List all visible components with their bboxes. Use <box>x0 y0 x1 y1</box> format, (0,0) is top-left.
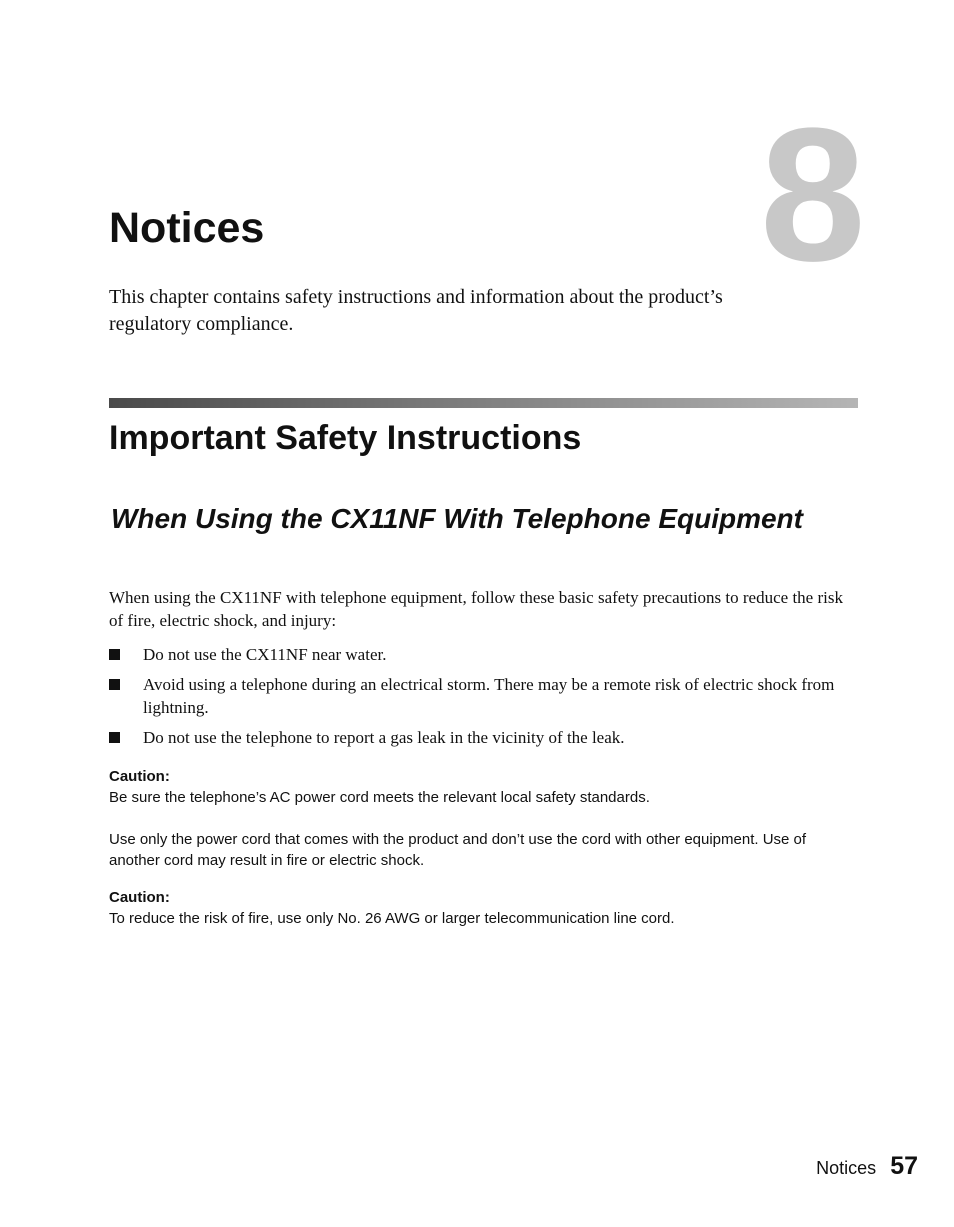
footer-section-label: Notices <box>816 1158 877 1178</box>
list-item-text: Do not use the CX11NF near water. <box>143 645 387 664</box>
caution-note-power-cord <box>109 766 854 871</box>
caution-text: Use only the power cord that comes with the product and don’t use the cord with other equipment. Use of another cord may result in fire or electric shock. <box>109 831 807 869</box>
chapter-number: 8 <box>760 89 866 301</box>
list-item-text: Avoid using a telephone during an electrical storm. There may be a remote risk of electric shock from lightning. <box>143 675 835 717</box>
list-item <box>109 726 854 749</box>
caution-text: To reduce the risk of fire, use only No. 26 AWG or larger telecommunication line cord. <box>109 910 675 927</box>
page-footer <box>816 1152 918 1181</box>
square-bullet-icon <box>109 679 120 690</box>
chapter-intro: This chapter contains safety instructions and information about the product’s regulatory compliance. <box>109 286 723 335</box>
list-item <box>109 643 854 666</box>
subsection-title: When Using the CX11NF With Telephone Equipment <box>111 503 803 534</box>
safety-precautions-list <box>109 643 854 756</box>
section-title: Important Safety Instructions <box>109 419 582 457</box>
square-bullet-icon <box>109 732 120 743</box>
caution-text: Be sure the telephone’s AC power cord meets the relevant local safety standards. <box>109 789 650 806</box>
list-item <box>109 673 854 719</box>
caution-label: Caution: <box>109 768 170 785</box>
caution-label: Caution: <box>109 889 170 906</box>
chapter-title: Notices <box>109 204 265 252</box>
page-number: 57 <box>890 1152 918 1180</box>
subsection-lead: When using the CX11NF with telephone equipment, follow these basic safety precautions to reduce the risk of fire, electric shock, and injury: <box>109 588 843 630</box>
list-item-text: Do not use the telephone to report a gas leak in the vicinity of the leak. <box>143 728 625 747</box>
caution-note-line-cord <box>109 887 854 929</box>
section-divider-bar <box>109 398 858 408</box>
square-bullet-icon <box>109 649 120 660</box>
